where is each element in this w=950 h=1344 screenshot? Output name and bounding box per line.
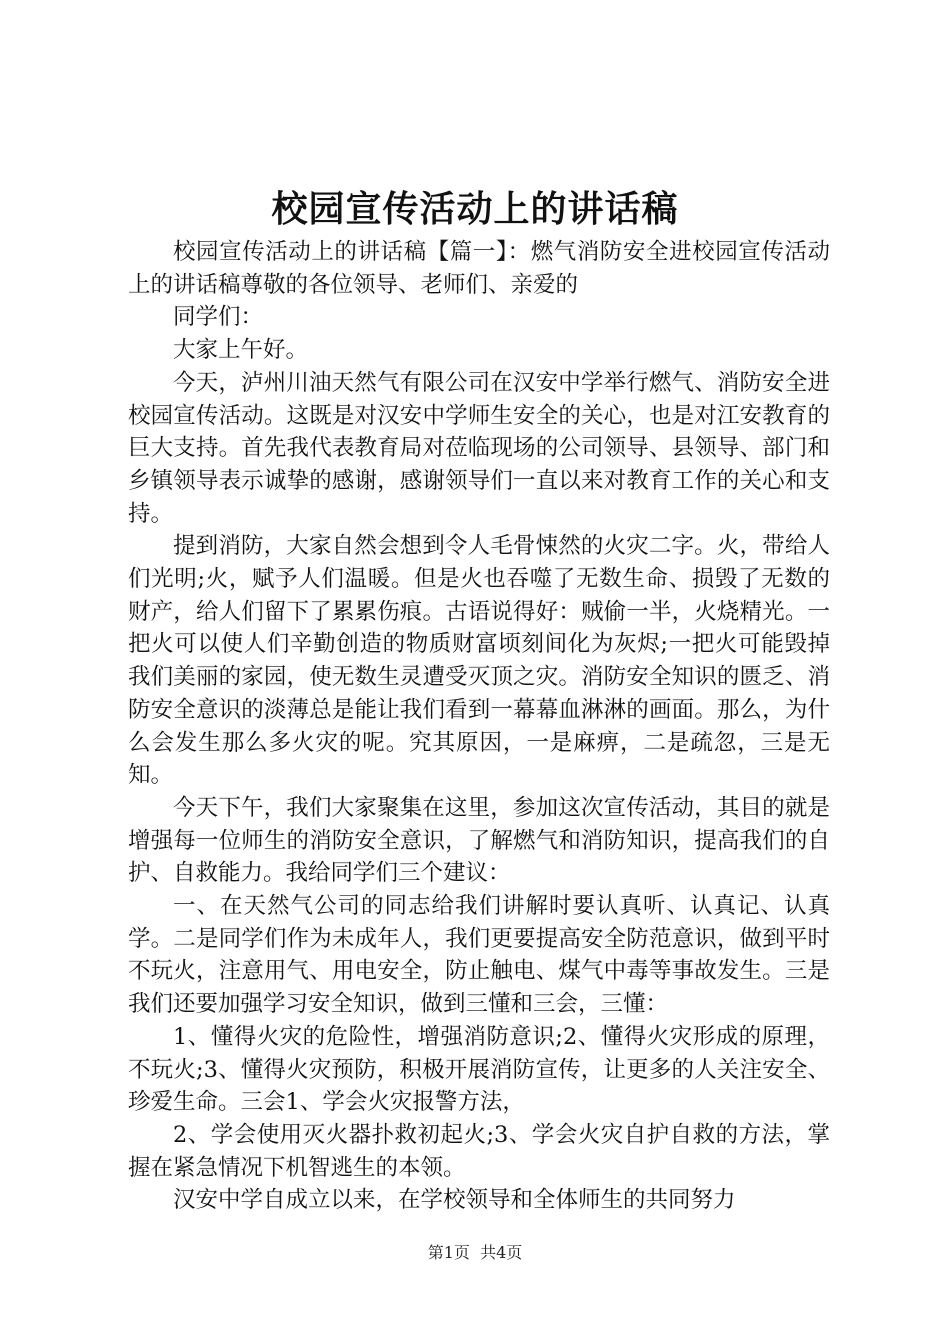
paragraph: 今天下午，我们大家聚集在这里，参加这次宣传活动，其目的就是增强每一位师生的消防安全意识，了解燃气和消防知识，提高我们的自护、自救能力。我给同学们三个建议： [128, 794, 830, 887]
paragraph: 今天，泸州川油天然气有限公司在汉安中学举行燃气、消防安全进校园宣传活动。这既是对汉安中学师生安全的关心，也是对江安教育的巨大支持。首先我代表教育局对莅临现场的公司领导、县领导、部门和乡镇领导表示诚挚的感谢，感谢领导们一直以来对教育工作的关心和支持。 [128, 369, 830, 527]
paragraph: 汉安中学自成立以来，在学校领导和全体师生的共同努力 [173, 1187, 736, 1214]
paragraph: 一、在天然气公司的同志给我们讲解时要认真听、认真记、认真学。二是同学们作为未成年人，我们更要提高安全防范意识，做到平时不玩火，注意用气、用电安全，防止触电、煤气中毒等事故发生。三是我们还要加强学习安全知识，做到三懂和三会，三懂： [128, 893, 830, 1018]
paragraph: 校园宣传活动上的讲话稿【篇一】：燃气消防安全进校园宣传活动上的讲话稿尊敬的各位领导、老师们、亲爱的 [128, 239, 830, 298]
document-title: 校园宣传活动上的讲话稿 [271, 188, 679, 230]
paragraph: 2、学会使用灭火器扑救初起火;3、学会火灾自护自救的方法，掌握在紧急情况下机智逃生的本领。 [128, 1121, 830, 1181]
page-footer: 第1页 共4页 [427, 1243, 523, 1262]
paragraph: 同学们： [173, 304, 264, 331]
document-body [128, 236, 830, 1217]
paragraph: 大家上午好。 [173, 337, 309, 364]
paragraph: 提到消防，大家自然会想到令人毛骨悚然的火灾二字。火，带给人们光明;火，赋予人们温暖。但是火也吞噬了无数生命、损毁了无数的财产，给人们留下了累累伤痕。古语说得好：贼偷一半，火烧精光。一把火可以使人们辛勤创造的物质财富顷刻间化为灰烬;一把火可能毁掉我们美丽的家园，使无数生灵遭受灭顶之灾。消防安全知识的匮乏、消防安全意识的淡薄总是能让我们看到一幕幕血淋淋的画面。那么，为什么会发生那么多火灾的呢。究其原因，一是麻痹，二是疏忽，三是无知。 [128, 533, 830, 789]
paragraph: 1、懂得火灾的危险性，增强消防意识;2、懂得火灾形成的原理，不玩火;3、懂得火灾预防，积极开展消防宣传，让更多的人关注安全、珍爱生命。三会1、学会火灾报警方法， [128, 1023, 830, 1116]
